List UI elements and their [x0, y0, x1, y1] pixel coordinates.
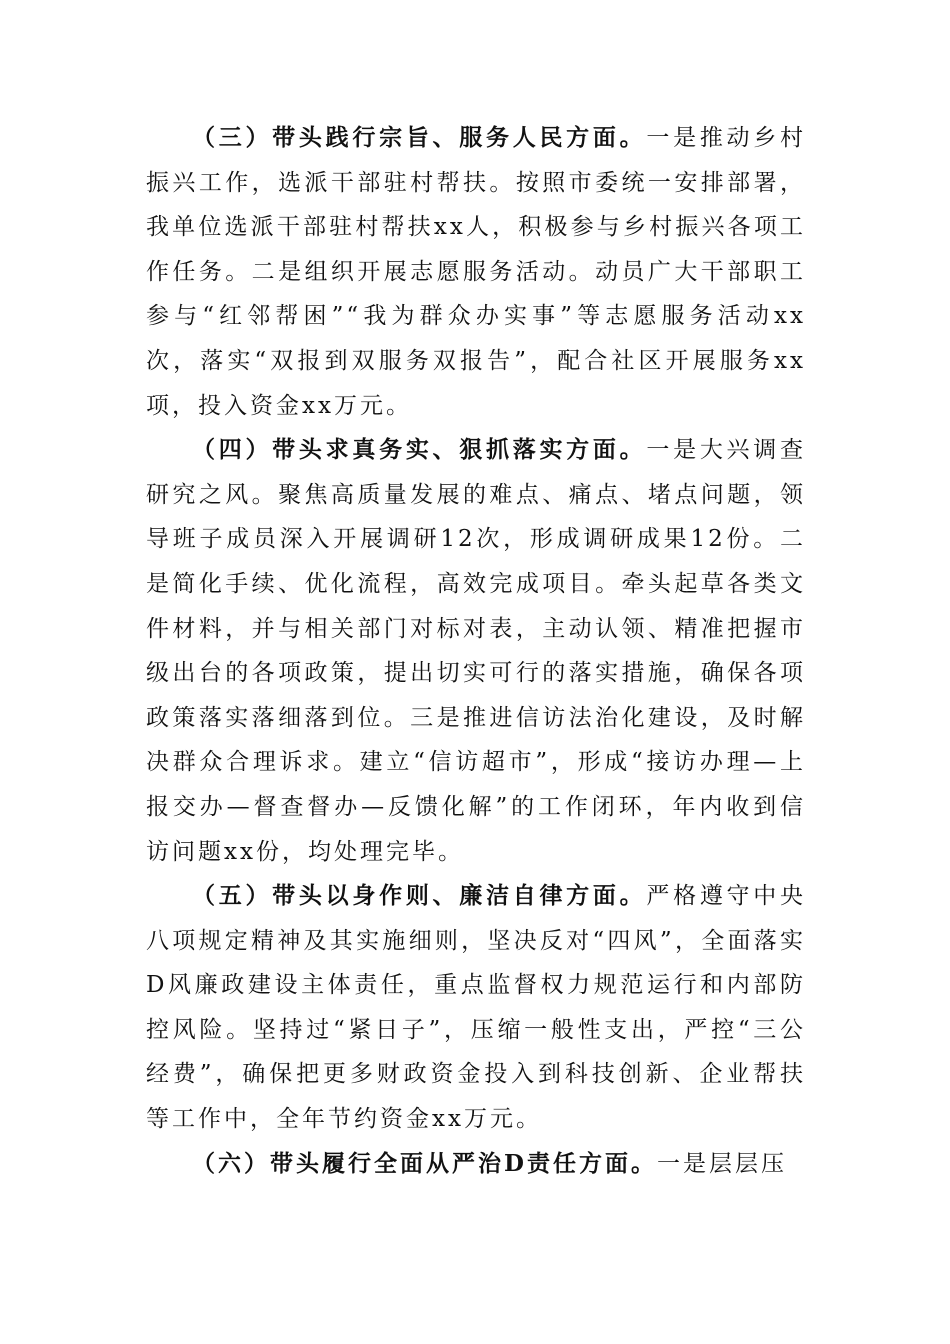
document-body: [146, 116, 806, 1186]
paragraph-text: 一是推动乡村振兴工作，选派干部驻村帮扶。按照市委统一安排部署，我单位选派干部驻村帮扶xx人，积极参与乡村振兴各项工作任务。二是组织开展志愿服务活动。动员广大干部职工参与“红邻帮困”“我为群众办实事”等志愿服务活动xx次，落实“双报到双服务双报告”，配合社区开展服务xx项，投入资金xx万元。: [146, 125, 807, 419]
paragraph-6: [146, 1142, 806, 1187]
paragraph-text: 一是层层压: [656, 1150, 787, 1177]
paragraph-4: [146, 428, 806, 874]
paragraph-3: [146, 116, 806, 428]
paragraph-heading: （六）带头履行全面从严治D责任方面。: [192, 1149, 657, 1177]
paragraph-heading: （四）带头求真务实、狠抓落实方面。: [192, 436, 647, 464]
paragraph-heading: （三）带头践行宗旨、服务人民方面。: [192, 124, 647, 151]
paragraph-text: 严格遵守中央八项规定精神及其实施细则，坚决反对“四风”，全面落实D风廉政建设主体责任，重点监督权力规范运行和内部防控风险。坚持过“紧日子”，压缩一般性支出，严控“三公经费”，确保把更多财政资金投入到科技创新、企业帮扶等工作中，全年节约资金xx万元。: [146, 883, 807, 1133]
paragraph-heading: （五）带头以身作则、廉洁自律方面。: [192, 882, 647, 910]
paragraph-text: 一是大兴调查研究之风。聚焦高质量发展的难点、痛点、堵点问题，领导班子成员深入开展调研12次，形成调研成果12份。二是简化手续、优化流程，高效完成项目。牵头起草各类文件材料，并与相关部门对标对表，主动认领、精准把握市级出台的各项政策，提出切实可行的落实措施，确保各项政策落实落细落到位。三是推进信访法治化建设，及时解决群众合理诉求。建立“信访超市”，形成“接访办理—上报交办—督查督办—反馈化解”的工作闭环，年内收到信访问题xx份，均处理完毕。: [146, 437, 807, 865]
paragraph-5: [146, 874, 806, 1142]
